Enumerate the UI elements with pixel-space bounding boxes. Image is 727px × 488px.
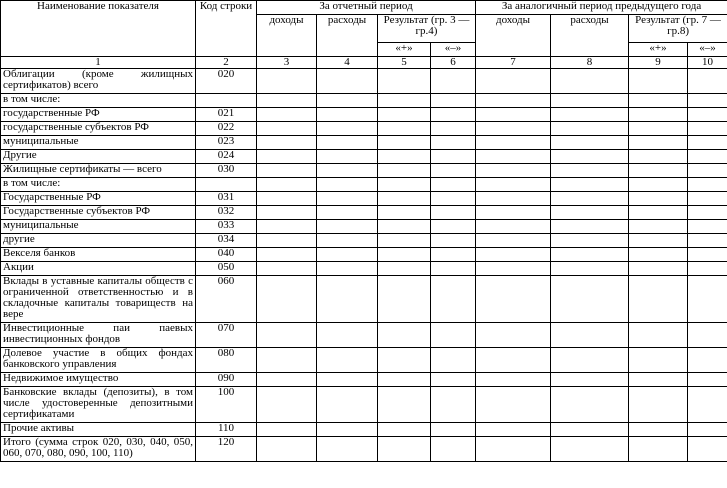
value-cell[interactable] — [317, 192, 378, 206]
value-cell[interactable] — [257, 136, 317, 150]
row-code: 022 — [196, 122, 257, 136]
value-cell[interactable] — [378, 178, 431, 192]
table-row — [1, 387, 727, 423]
value-cell[interactable] — [378, 136, 431, 150]
value-cell[interactable] — [431, 150, 476, 164]
row-indicator-name: Инвестиционные паи паевых инвестиционных фондов — [1, 323, 196, 348]
row-code: 032 — [196, 206, 257, 220]
value-cell[interactable] — [257, 437, 317, 462]
value-cell[interactable] — [431, 348, 476, 373]
value-cell[interactable] — [476, 276, 551, 323]
header-result-current: Результат (гр. 3 — гр.4) — [378, 15, 476, 43]
value-cell[interactable] — [551, 136, 629, 150]
value-cell[interactable] — [257, 387, 317, 423]
column-number: 7 — [476, 57, 551, 69]
value-cell[interactable] — [378, 248, 431, 262]
value-cell[interactable] — [476, 387, 551, 423]
value-cell[interactable] — [688, 108, 727, 122]
value-cell[interactable] — [317, 94, 378, 108]
value-cell[interactable] — [476, 108, 551, 122]
row-indicator-name: другие — [1, 234, 196, 248]
row-code: 070 — [196, 323, 257, 348]
value-cell[interactable] — [431, 164, 476, 178]
table-row — [1, 94, 727, 108]
table-row — [1, 234, 727, 248]
row-code: 034 — [196, 234, 257, 248]
value-cell[interactable] — [378, 234, 431, 248]
value-cell[interactable] — [476, 192, 551, 206]
value-cell[interactable] — [688, 262, 727, 276]
value-cell[interactable] — [257, 248, 317, 262]
value-cell[interactable] — [317, 323, 378, 348]
value-cell[interactable] — [476, 178, 551, 192]
column-number: 8 — [551, 57, 629, 69]
column-number: 5 — [378, 57, 431, 69]
row-indicator-name: Векселя банков — [1, 248, 196, 262]
row-indicator-name: Прочие активы — [1, 423, 196, 437]
value-cell[interactable] — [629, 178, 688, 192]
header-expenses-previous: расходы — [551, 15, 629, 57]
value-cell[interactable] — [629, 387, 688, 423]
header-minus-current: «–» — [431, 43, 476, 57]
column-number: 2 — [196, 57, 257, 69]
row-indicator-name: Государственные субъектов РФ — [1, 206, 196, 220]
value-cell[interactable] — [431, 387, 476, 423]
value-cell[interactable] — [551, 248, 629, 262]
row-code: 120 — [196, 437, 257, 462]
value-cell[interactable] — [257, 206, 317, 220]
value-cell[interactable] — [551, 276, 629, 323]
row-indicator-name: Долевое участие в общих фондах банковского управления — [1, 348, 196, 373]
table-row — [1, 136, 727, 150]
value-cell[interactable] — [257, 348, 317, 373]
value-cell[interactable] — [551, 323, 629, 348]
value-cell[interactable] — [688, 69, 727, 94]
value-cell[interactable] — [688, 248, 727, 262]
row-code: 031 — [196, 192, 257, 206]
value-cell[interactable] — [257, 178, 317, 192]
header-previous-period: За аналогичный период предыдущего года — [476, 1, 727, 15]
value-cell[interactable] — [629, 164, 688, 178]
column-number-row — [1, 57, 727, 69]
header-expenses-current: расходы — [317, 15, 378, 57]
value-cell[interactable] — [551, 108, 629, 122]
value-cell[interactable] — [688, 206, 727, 220]
value-cell[interactable] — [551, 164, 629, 178]
row-code: 100 — [196, 387, 257, 423]
value-cell[interactable] — [476, 136, 551, 150]
value-cell[interactable] — [431, 136, 476, 150]
value-cell[interactable] — [257, 220, 317, 234]
value-cell[interactable] — [317, 108, 378, 122]
table-row — [1, 437, 727, 462]
value-cell[interactable] — [378, 323, 431, 348]
value-cell[interactable] — [688, 276, 727, 323]
value-cell[interactable] — [431, 373, 476, 387]
value-cell[interactable] — [629, 423, 688, 437]
value-cell[interactable] — [317, 122, 378, 136]
value-cell[interactable] — [257, 69, 317, 94]
value-cell[interactable] — [378, 94, 431, 108]
value-cell[interactable] — [431, 94, 476, 108]
value-cell[interactable] — [431, 248, 476, 262]
header-minus-previous: «–» — [688, 43, 727, 57]
value-cell[interactable] — [629, 323, 688, 348]
row-code — [196, 94, 257, 108]
value-cell[interactable] — [431, 323, 476, 348]
value-cell[interactable] — [629, 276, 688, 323]
value-cell[interactable] — [378, 220, 431, 234]
value-cell[interactable] — [317, 276, 378, 323]
table-row — [1, 122, 727, 136]
value-cell[interactable] — [431, 206, 476, 220]
value-cell[interactable] — [378, 122, 431, 136]
value-cell[interactable] — [257, 276, 317, 323]
value-cell[interactable] — [257, 373, 317, 387]
value-cell[interactable] — [629, 373, 688, 387]
row-indicator-name: Другие — [1, 150, 196, 164]
value-cell[interactable] — [688, 94, 727, 108]
header-plus-previous: «+» — [629, 43, 688, 57]
value-cell[interactable] — [688, 373, 727, 387]
value-cell[interactable] — [551, 373, 629, 387]
value-cell[interactable] — [476, 373, 551, 387]
row-code: 090 — [196, 373, 257, 387]
value-cell[interactable] — [317, 136, 378, 150]
row-indicator-name: Вклады в уставные капиталы обществ с ограниченной ответственностью и в складочные капиталы товариществ на вере — [1, 276, 196, 323]
value-cell[interactable] — [476, 206, 551, 220]
column-number: 10 — [688, 57, 727, 69]
value-cell[interactable] — [476, 122, 551, 136]
row-code: 040 — [196, 248, 257, 262]
value-cell[interactable] — [317, 248, 378, 262]
row-indicator-name: Облигации (кроме жилищных сертификатов) всего — [1, 69, 196, 94]
value-cell[interactable] — [257, 423, 317, 437]
table-row — [1, 69, 727, 94]
value-cell[interactable] — [688, 234, 727, 248]
value-cell[interactable] — [257, 150, 317, 164]
value-cell[interactable] — [476, 150, 551, 164]
table-row — [1, 108, 727, 122]
value-cell[interactable] — [431, 234, 476, 248]
value-cell[interactable] — [257, 122, 317, 136]
value-cell[interactable] — [476, 248, 551, 262]
value-cell[interactable] — [629, 192, 688, 206]
value-cell[interactable] — [551, 387, 629, 423]
value-cell[interactable] — [317, 234, 378, 248]
value-cell[interactable] — [551, 150, 629, 164]
value-cell[interactable] — [257, 262, 317, 276]
value-cell[interactable] — [378, 69, 431, 94]
header-result-previous: Результат (гр. 7 — гр.8) — [629, 15, 727, 43]
table-row — [1, 164, 727, 178]
value-cell[interactable] — [688, 220, 727, 234]
value-cell[interactable] — [551, 122, 629, 136]
value-cell[interactable] — [476, 262, 551, 276]
value-cell[interactable] — [629, 136, 688, 150]
value-cell[interactable] — [551, 206, 629, 220]
value-cell[interactable] — [431, 178, 476, 192]
value-cell[interactable] — [629, 437, 688, 462]
value-cell[interactable] — [551, 348, 629, 373]
value-cell[interactable] — [629, 248, 688, 262]
value-cell[interactable] — [551, 192, 629, 206]
value-cell[interactable] — [629, 69, 688, 94]
value-cell[interactable] — [688, 387, 727, 423]
value-cell[interactable] — [317, 348, 378, 373]
value-cell[interactable] — [629, 108, 688, 122]
value-cell[interactable] — [688, 178, 727, 192]
value-cell[interactable] — [551, 220, 629, 234]
value-cell[interactable] — [431, 437, 476, 462]
row-code: 080 — [196, 348, 257, 373]
row-indicator-name: муниципальные — [1, 220, 196, 234]
value-cell[interactable] — [431, 423, 476, 437]
value-cell[interactable] — [629, 150, 688, 164]
value-cell[interactable] — [688, 348, 727, 373]
value-cell[interactable] — [551, 94, 629, 108]
value-cell[interactable] — [257, 108, 317, 122]
value-cell[interactable] — [378, 108, 431, 122]
value-cell[interactable] — [431, 192, 476, 206]
value-cell[interactable] — [476, 348, 551, 373]
row-indicator-name: Недвижимое имущество — [1, 373, 196, 387]
value-cell[interactable] — [257, 164, 317, 178]
value-cell[interactable] — [378, 373, 431, 387]
value-cell[interactable] — [317, 69, 378, 94]
table-row — [1, 323, 727, 348]
row-indicator-name: Банковские вклады (депозиты), в том числе удостоверенные депозитными сертификатами — [1, 387, 196, 423]
row-code: 020 — [196, 69, 257, 94]
row-code: 060 — [196, 276, 257, 323]
value-cell[interactable] — [476, 164, 551, 178]
row-indicator-name: муниципальные — [1, 136, 196, 150]
value-cell[interactable] — [551, 178, 629, 192]
value-cell[interactable] — [476, 323, 551, 348]
value-cell[interactable] — [629, 348, 688, 373]
row-indicator-name: государственные РФ — [1, 108, 196, 122]
value-cell[interactable] — [688, 192, 727, 206]
row-indicator-name: Акции — [1, 262, 196, 276]
value-cell[interactable] — [317, 423, 378, 437]
row-code: 050 — [196, 262, 257, 276]
row-indicator-name: Государственные РФ — [1, 192, 196, 206]
value-cell[interactable] — [688, 122, 727, 136]
value-cell[interactable] — [629, 234, 688, 248]
value-cell[interactable] — [431, 108, 476, 122]
value-cell[interactable] — [317, 220, 378, 234]
row-indicator-name: Итого (сумма строк 020, 030, 040, 050, 060, 070, 080, 090, 100, 110) — [1, 437, 196, 462]
value-cell[interactable] — [688, 423, 727, 437]
value-cell[interactable] — [378, 348, 431, 373]
value-cell[interactable] — [317, 206, 378, 220]
value-cell[interactable] — [688, 323, 727, 348]
table-row — [1, 150, 727, 164]
row-code — [196, 178, 257, 192]
value-cell[interactable] — [257, 192, 317, 206]
value-cell[interactable] — [551, 262, 629, 276]
table-row — [1, 178, 727, 192]
value-cell[interactable] — [317, 164, 378, 178]
table-row — [1, 348, 727, 373]
value-cell[interactable] — [317, 150, 378, 164]
value-cell[interactable] — [378, 423, 431, 437]
value-cell[interactable] — [688, 437, 727, 462]
header-income-previous: доходы — [476, 15, 551, 57]
column-number: 1 — [1, 57, 196, 69]
row-code: 021 — [196, 108, 257, 122]
value-cell[interactable] — [476, 423, 551, 437]
table-row — [1, 373, 727, 387]
value-cell[interactable] — [431, 262, 476, 276]
value-cell[interactable] — [476, 234, 551, 248]
header-indicator: Наименование показателя — [1, 1, 196, 57]
header-income-current: доходы — [257, 15, 317, 57]
value-cell[interactable] — [378, 192, 431, 206]
value-cell[interactable] — [551, 69, 629, 94]
value-cell[interactable] — [551, 423, 629, 437]
value-cell[interactable] — [257, 94, 317, 108]
table-row — [1, 276, 727, 323]
value-cell[interactable] — [257, 323, 317, 348]
value-cell[interactable] — [431, 69, 476, 94]
value-cell[interactable] — [476, 220, 551, 234]
value-cell[interactable] — [378, 276, 431, 323]
row-indicator-name: в том числе: — [1, 178, 196, 192]
value-cell[interactable] — [431, 220, 476, 234]
row-code: 024 — [196, 150, 257, 164]
row-code: 110 — [196, 423, 257, 437]
value-cell[interactable] — [629, 262, 688, 276]
value-cell[interactable] — [317, 373, 378, 387]
row-indicator-name: Жилищные сертификаты — всего — [1, 164, 196, 178]
table-row — [1, 192, 727, 206]
row-indicator-name: в том числе: — [1, 94, 196, 108]
column-number: 3 — [257, 57, 317, 69]
value-cell[interactable] — [378, 164, 431, 178]
table-row — [1, 248, 727, 262]
value-cell[interactable] — [431, 122, 476, 136]
table-row — [1, 206, 727, 220]
value-cell[interactable] — [317, 178, 378, 192]
column-number: 4 — [317, 57, 378, 69]
value-cell[interactable] — [688, 136, 727, 150]
row-code: 033 — [196, 220, 257, 234]
table-row — [1, 262, 727, 276]
value-cell[interactable] — [378, 437, 431, 462]
value-cell[interactable] — [378, 206, 431, 220]
value-cell[interactable] — [688, 164, 727, 178]
value-cell[interactable] — [629, 206, 688, 220]
value-cell[interactable] — [476, 69, 551, 94]
value-cell[interactable] — [629, 122, 688, 136]
value-cell[interactable] — [688, 150, 727, 164]
value-cell[interactable] — [629, 94, 688, 108]
value-cell[interactable] — [257, 234, 317, 248]
header-plus-current: «+» — [378, 43, 431, 57]
value-cell[interactable] — [317, 262, 378, 276]
table-row — [1, 220, 727, 234]
column-number: 6 — [431, 57, 476, 69]
header-current-period: За отчетный период — [257, 1, 476, 15]
value-cell[interactable] — [476, 437, 551, 462]
header-code: Код строки — [196, 1, 257, 57]
value-cell[interactable] — [629, 220, 688, 234]
value-cell[interactable] — [551, 437, 629, 462]
row-indicator-name: государственные субъектов РФ — [1, 122, 196, 136]
value-cell[interactable] — [378, 387, 431, 423]
value-cell[interactable] — [431, 276, 476, 323]
value-cell[interactable] — [551, 234, 629, 248]
value-cell[interactable] — [476, 94, 551, 108]
row-code: 023 — [196, 136, 257, 150]
value-cell[interactable] — [317, 437, 378, 462]
column-number: 9 — [629, 57, 688, 69]
value-cell[interactable] — [378, 150, 431, 164]
value-cell[interactable] — [378, 262, 431, 276]
table-row — [1, 423, 727, 437]
row-code: 030 — [196, 164, 257, 178]
value-cell[interactable] — [317, 387, 378, 423]
